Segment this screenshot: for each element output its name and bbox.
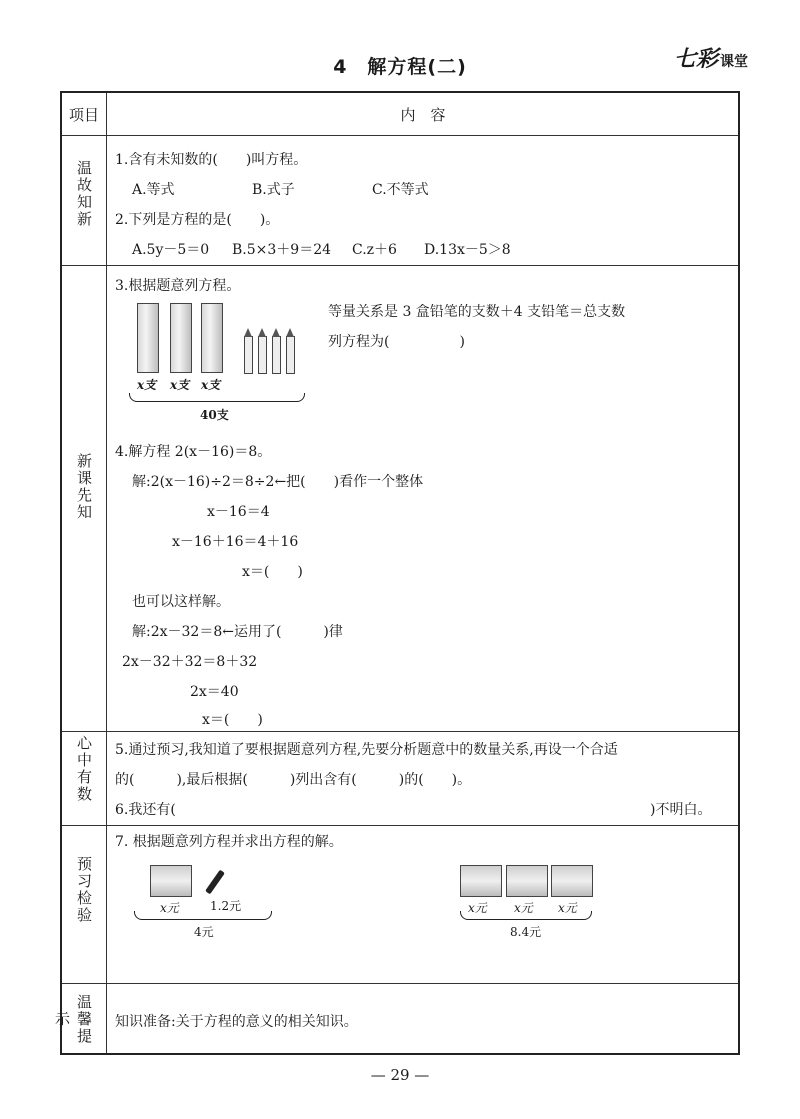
section-label-tips: 温馨提示 bbox=[53, 994, 93, 1045]
q2-option-b: B.5×3＋9＝24 bbox=[232, 242, 332, 258]
q3-equation: 列方程为( ) bbox=[328, 334, 465, 350]
pencil-icon bbox=[272, 336, 281, 374]
left-brace bbox=[134, 911, 272, 920]
right-label-x: x元 bbox=[514, 901, 533, 915]
total-label: 40支 bbox=[200, 408, 229, 422]
q3-relation: 等量关系是 3 盒铅笔的支数＋4 支铅笔＝总支数 bbox=[328, 304, 626, 320]
pencil-box-icon bbox=[170, 303, 192, 373]
left-total: 4元 bbox=[194, 925, 214, 939]
question-3: 3.根据题意列方程。 bbox=[115, 278, 241, 294]
column-divider bbox=[106, 93, 107, 1053]
pencil-icon bbox=[286, 336, 295, 374]
question-5-line-2: 的( ),最后根据( )列出含有( )的( )。 bbox=[115, 772, 472, 788]
q1-option-b: B.式子 bbox=[252, 182, 295, 198]
question-1: 1.含有未知数的( )叫方程。 bbox=[115, 152, 308, 168]
q4-alt-step-1: 解:2x－32＝8←运用了( )律 bbox=[132, 624, 343, 640]
question-7: 7. 根据题意列方程并求出方程的解。 bbox=[115, 834, 343, 850]
q2-option-c: C.z＋6 bbox=[352, 242, 397, 258]
row-divider bbox=[62, 135, 738, 136]
brand-logo bbox=[674, 42, 748, 73]
box-label: x支 bbox=[137, 378, 157, 392]
section-label-mind: 心中有数 bbox=[75, 735, 93, 803]
page-number: — 29 — bbox=[370, 1066, 430, 1084]
q4-alt-step-3: 2x＝40 bbox=[190, 684, 239, 700]
q4-step-2: x－16＝4 bbox=[207, 504, 270, 520]
q4-step-1: 解:2(x－16)÷2＝8÷2←把( )看作一个整体 bbox=[132, 474, 424, 490]
left-label-price: 1.2元 bbox=[210, 899, 242, 913]
tips-content: 知识准备:关于方程的意义的相关知识。 bbox=[115, 1014, 358, 1030]
col-header-item: 项目 bbox=[68, 106, 99, 124]
book-icon bbox=[150, 865, 192, 897]
right-brace bbox=[460, 911, 592, 920]
question-5-line-1: 5.通过预习,我知道了要根据题意列方程,先要分析题意中的数量关系,再设一个合适 bbox=[115, 742, 618, 758]
col-header-content: 内 容 bbox=[400, 106, 446, 124]
q1-option-c: C.不等式 bbox=[372, 182, 429, 198]
q4-step-4: x＝( ) bbox=[242, 564, 303, 580]
question-2: 2.下列是方程的是( )。 bbox=[115, 212, 280, 228]
q4-step-3: x－16＋16＝4＋16 bbox=[172, 534, 299, 550]
book-icon bbox=[551, 865, 593, 897]
book-icon bbox=[506, 865, 548, 897]
q1-option-a: A.等式 bbox=[132, 182, 175, 198]
pencil-box-icon bbox=[201, 303, 223, 373]
q4-alt-intro: 也可以这样解。 bbox=[132, 594, 230, 610]
pencil-box-icon bbox=[137, 303, 159, 373]
page-title: 4 解方程(二) bbox=[333, 56, 467, 78]
question-4: 4.解方程 2(x－16)＝8。 bbox=[115, 444, 272, 460]
question-6-end: )不明白。 bbox=[650, 802, 712, 818]
box-label: x支 bbox=[201, 378, 221, 392]
row-divider bbox=[62, 825, 738, 826]
question-6: 6.我还有( bbox=[115, 802, 176, 818]
right-label-x: x元 bbox=[558, 901, 577, 915]
row-divider bbox=[62, 265, 738, 266]
total-brace bbox=[129, 393, 305, 402]
q4-alt-step-4: x＝( ) bbox=[202, 712, 263, 728]
brand-name: 七彩 bbox=[673, 47, 718, 72]
right-label-x: x元 bbox=[468, 901, 487, 915]
brand-suffix: 课堂 bbox=[720, 54, 748, 70]
pencil-icon bbox=[258, 336, 267, 374]
section-label-new: 新课先知 bbox=[75, 453, 93, 521]
right-total: 8.4元 bbox=[510, 925, 542, 939]
pencil-icon bbox=[244, 336, 253, 374]
book-icon bbox=[460, 865, 502, 897]
q2-option-a: A.5y－5＝0 bbox=[132, 242, 210, 258]
section-label-check: 预习检验 bbox=[75, 856, 93, 924]
q2-option-d: D.13x－5＞8 bbox=[424, 242, 511, 258]
pen-icon bbox=[205, 870, 225, 895]
row-divider bbox=[62, 731, 738, 732]
left-label-x: x元 bbox=[160, 901, 179, 915]
worksheet-table bbox=[53, 91, 740, 1055]
section-label-review: 温故知新 bbox=[75, 160, 93, 228]
row-divider bbox=[62, 983, 738, 984]
box-label: x支 bbox=[170, 378, 190, 392]
q4-alt-step-2: 2x－32＋32＝8＋32 bbox=[122, 654, 258, 670]
